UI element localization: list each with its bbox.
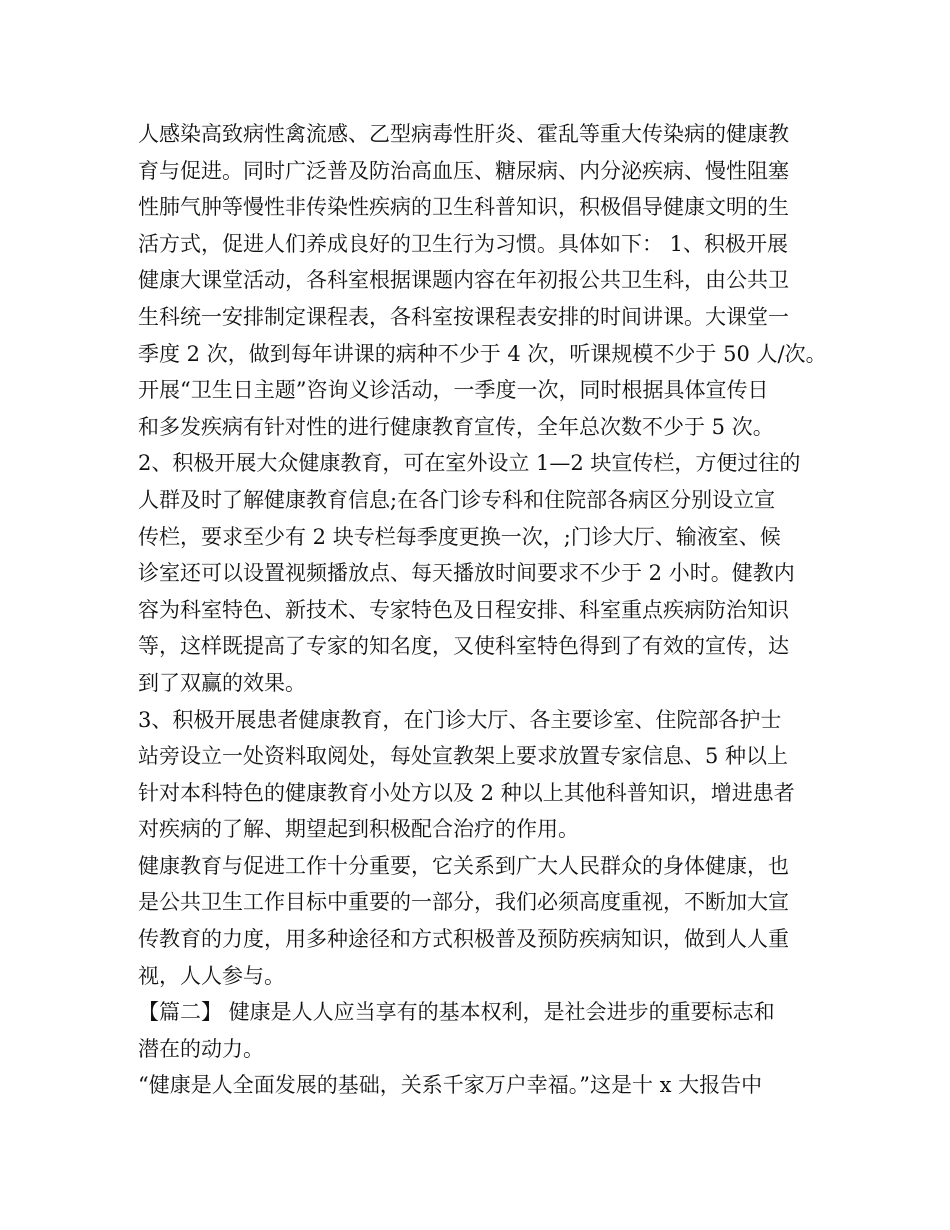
text-line: 传教育的力度，用多种途径和方式积极普及预防疾病知识，做到人人重 [138, 927, 789, 952]
text-line: 开展“卫生日主题”咨询义诊活动，一季度一次，同时根据具体宣传日 [138, 378, 769, 403]
text-line: “健康是人全面发展的基础，关系千家万户幸福。”这是十 x 大报告中 [138, 1073, 763, 1098]
text-line: 和多发疾病有针对性的进行健康教育宣传，全年总次数不少于 5 次。 [138, 414, 774, 439]
text-line: 潜在的动力。 [138, 1036, 264, 1061]
text-line: 人感染高致病性禽流感、乙型病毒性肝炎、霍乱等重大传染病的健康教 [138, 122, 789, 146]
text-line: 诊室还可以设置视频播放点、每天播放时间要求不少于 2 小时。健教内 [138, 561, 795, 586]
text-line: 健康大课堂活动，各科室根据课题内容在年初报公共卫生科，由公共卫 [138, 268, 789, 293]
text-line: 健康教育与促进工作十分重要，它关系到广大人民群众的身体健康，也 [138, 853, 789, 878]
text-line: 站旁设立一处资料取阅处，每处宣教架上要求放置专家信息、5 种以上 [138, 744, 789, 769]
text-line: 人群及时了解健康教育信息;在各门诊专科和住院部各病区分别设立宣 [138, 487, 776, 512]
text-line: 育与促进。同时广泛普及防治高血压、糖尿病、内分泌疾病、慢性阻塞 [138, 158, 789, 183]
text-line: 视，人人参与。 [138, 963, 285, 988]
section-heading-line: 【篇二】 健康是人人应当享有的基本权利，是社会进步的重要标志和 [138, 1000, 775, 1025]
text-line: 等，这样既提高了专家的知名度，又使科室特色得到了有效的宣传，达 [138, 634, 789, 659]
text-line: 传栏，要求至少有 2 块专栏每季度更换一次，;门诊大厅、输液室、候 [138, 524, 781, 549]
text-line: 3、积极开展患者健康教育，在门诊大厅、各主要诊室、住院部各护士 [138, 707, 782, 732]
text-line: 容为科室特色、新技术、专家特色及日程安排、科室重点疾病防治知识 [138, 597, 789, 622]
text-line: 对疾病的了解、期望起到积极配合治疗的作用。 [138, 817, 579, 842]
text-line: 是公共卫生工作目标中重要的一部分，我们必须高度重视，不断加大宣 [138, 890, 789, 915]
text-line: 季度 2 次，做到每年讲课的病种不少于 4 次，听课规模不少于 50 人/次。 [138, 341, 827, 366]
text-line: 活方式，促进人们养成良好的卫生行为习惯。具体如下： 1、积极开展 [138, 231, 789, 256]
text-line: 到了双赢的效果。 [138, 670, 306, 695]
document-body [138, 116, 828, 1104]
text-line: 生科统一安排制定课程表，各科室按课程表安排的时间讲课。大课堂一 [138, 304, 789, 329]
text-line: 2、积极开展大众健康教育，可在室外设立 1—2 块宣传栏，方便过往的 [138, 451, 801, 476]
text-line: 针对本科特色的健康教育小处方以及 2 种以上其他科普知识，增进患者 [138, 780, 795, 805]
text-line: 性肺气肿等慢性非传染性疾病的卫生科普知识，积极倡导健康文明的生 [138, 195, 789, 220]
